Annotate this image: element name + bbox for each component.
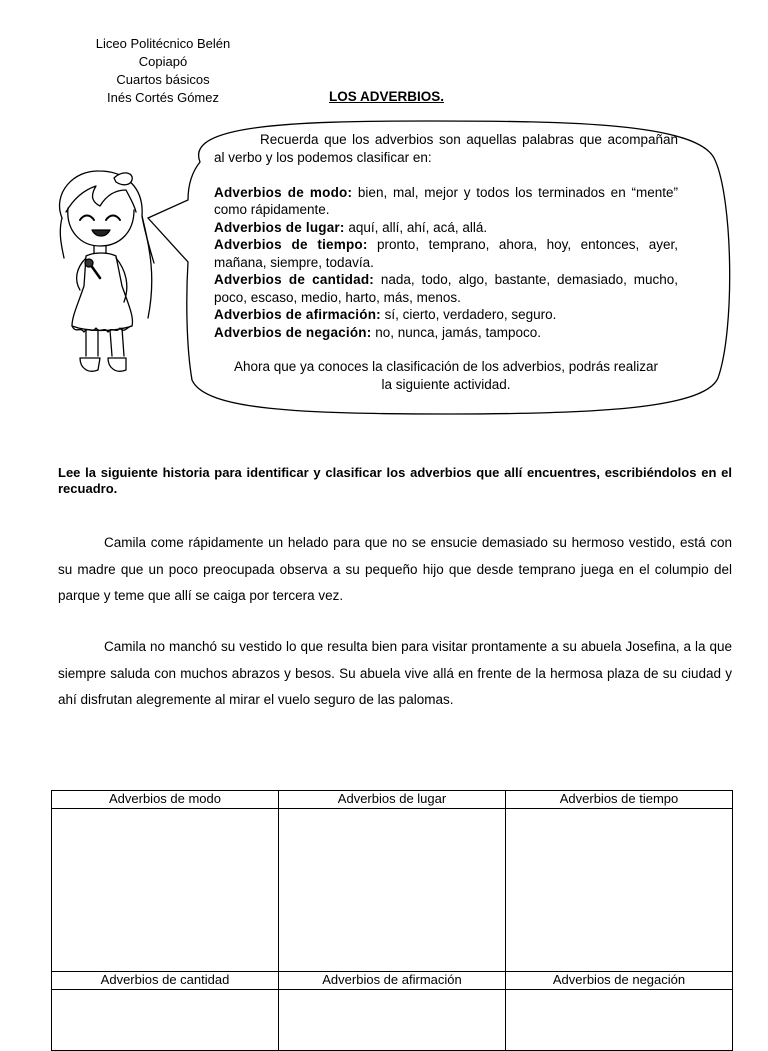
category-tiempo: Adverbios de tiempo: pronto, temprano, ahora, hoy, entonces, ayer, mañana, siempre, todavía. <box>214 237 678 270</box>
page-title: LOS ADVERBIOS. <box>329 89 445 104</box>
answer-cell-cantidad[interactable] <box>52 990 279 1051</box>
bubble-content <box>214 131 678 393</box>
header-negacion: Adverbios de negación <box>506 972 733 990</box>
answer-cell-negacion[interactable] <box>506 990 733 1051</box>
school-name: Liceo Politécnico Belén <box>95 36 231 51</box>
school-grade: Cuartos básicos <box>116 72 210 87</box>
classification-table <box>51 790 733 1051</box>
bubble-intro: Recuerda que los adverbios son aquellas palabras que acompañan al verbo y los podemos clasificar en: <box>214 132 678 165</box>
category-negacion: Adverbios de negación: no, nunca, jamás, tampoco. <box>214 324 542 340</box>
category-lugar: Adverbios de lugar: aquí, allí, ahí, acá, allá. <box>214 219 488 235</box>
header-modo: Adverbios de modo <box>52 791 279 809</box>
bubble-closing: Ahora que ya conoces la clasificación de los adverbios, podrás realizar la siguiente actividad. <box>234 359 658 392</box>
header-afirmacion: Adverbios de afirmación <box>279 972 506 990</box>
header-cantidad: Adverbios de cantidad <box>52 972 279 990</box>
school-city: Copiapó <box>138 54 188 69</box>
header-tiempo: Adverbios de tiempo <box>506 791 733 809</box>
answer-cell-afirmacion[interactable] <box>279 990 506 1051</box>
story-paragraph-1: Camila come rápidamente un helado para que no se ensucie demasiado su hermoso vestido, está con su madre que un poco preocupada observa a su pequeño hijo que desde temprano juega en el columpio del parque y teme que allí se caiga por tercera vez. <box>58 535 732 603</box>
header-lugar: Adverbios de lugar <box>279 791 506 809</box>
answer-cell-lugar[interactable] <box>279 809 506 972</box>
category-modo: Adverbios de modo: bien, mal, mejor y todos los terminados en “mente” como rápidamente. <box>214 184 678 217</box>
activity-instructions: Lee la siguiente historia para identificar y clasificar los adverbios que allí encuentres, escribiéndolos en el recuadro. <box>58 465 732 496</box>
teacher-name: Inés Cortés Gómez <box>107 90 219 105</box>
story-paragraph-2: Camila no manchó su vestido lo que resulta bien para visitar prontamente a su abuela Josefina, a la que siempre saluda con muchos abrazos y besos. Su abuela vive allá en frente de la hermosa plaza de su ciudad y ahí disfrutan alegremente al mirar el vuelo seguro de las palomas. <box>58 639 732 707</box>
category-afirmacion: Adverbios de afirmación: sí, cierto, verdadero, seguro. <box>214 307 557 322</box>
girl-illustration <box>44 168 164 383</box>
category-cantidad: Adverbios de cantidad: nada, todo, algo, bastante, demasiado, mucho, poco, escaso, medio, harto, más, menos. <box>214 272 678 305</box>
answer-cell-modo[interactable] <box>52 809 279 972</box>
answer-cell-tiempo[interactable] <box>506 809 733 972</box>
